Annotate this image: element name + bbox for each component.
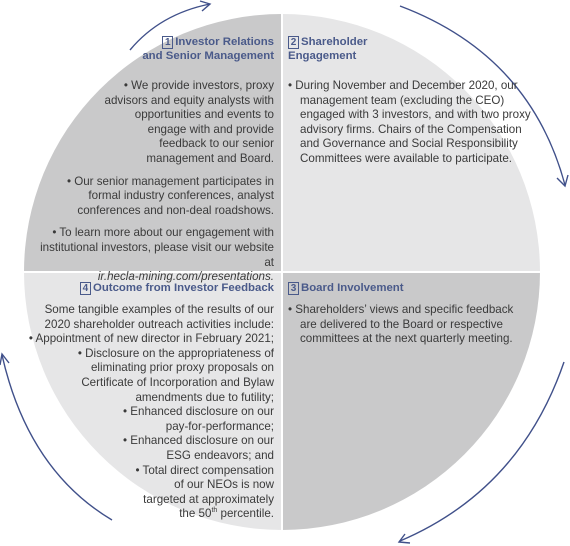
bullet-board-feedback: • Shareholders’ views and specific feedback are delivered to the Board or respective committees at the next quarterly meeting.: [288, 303, 514, 346]
quadrant-1-number: 1: [162, 36, 173, 49]
quadrant-4-title: 4 Outcome from Investor Feedback: [20, 281, 274, 295]
quadrant-board-involvement: [288, 281, 528, 347]
quadrant-3-title: 3 Board Involvement: [288, 281, 528, 295]
quadrant-3-number: 3: [288, 282, 299, 295]
bullet-engagement: • During November and December 2020, our management team (excluding the CEO) engaged with 3 investors, and with two proxy advisory firms. Chairs of the Compensation and Governance and Social Responsibility Committees were available to participate.: [288, 79, 531, 165]
outcome-item: • Enhanced disclosure on our pay-for-performance;: [122, 405, 274, 433]
bullet-website: • To learn more about our engagement with institutional investors, please visit our website at ir.hecla-mining.com/presentations.: [40, 226, 274, 284]
outcome-intro: Some tangible examples of the results of our 2020 shareholder outreach activities include:: [44, 303, 274, 331]
outcome-item: • Disclosure on the appropriateness of eliminating prior proxy proposals on Certificate of Incorporation and Bylaw amendments due to futility;: [77, 346, 274, 404]
quadrant-4-number: 4: [80, 282, 91, 295]
outcome-item: • Enhanced disclosure on our ESG endeavors; and: [122, 434, 274, 462]
quadrant-outcome: [20, 281, 274, 522]
outcome-item: • Appointment of new director in February 2021;: [28, 332, 274, 346]
quadrant-shareholder-engagement: [288, 35, 548, 167]
quadrant-2-title: 2 Shareholder Engagement: [288, 36, 368, 62]
website-link[interactable]: ir.hecla-mining.com/presentations.: [97, 270, 274, 284]
quadrant-investor-relations: [40, 35, 274, 285]
quadrant-2-number: 2: [288, 36, 299, 49]
bullet-conferences: • Our senior management participates in formal industry conferences, analyst conferences and non-deal roadshows.: [66, 174, 274, 217]
bullet-investor-events: • We provide investors, proxy advisors and equity analysts with opportunities and events to engage with and provide feedback to our senior management and Board.: [104, 79, 274, 165]
quadrant-1-title: 1 Investor Relations and Senior Management: [142, 36, 274, 62]
outcome-item: • Total direct compensation of our NEOs is now targeted at approximately the 50th percentile.: [135, 463, 274, 521]
